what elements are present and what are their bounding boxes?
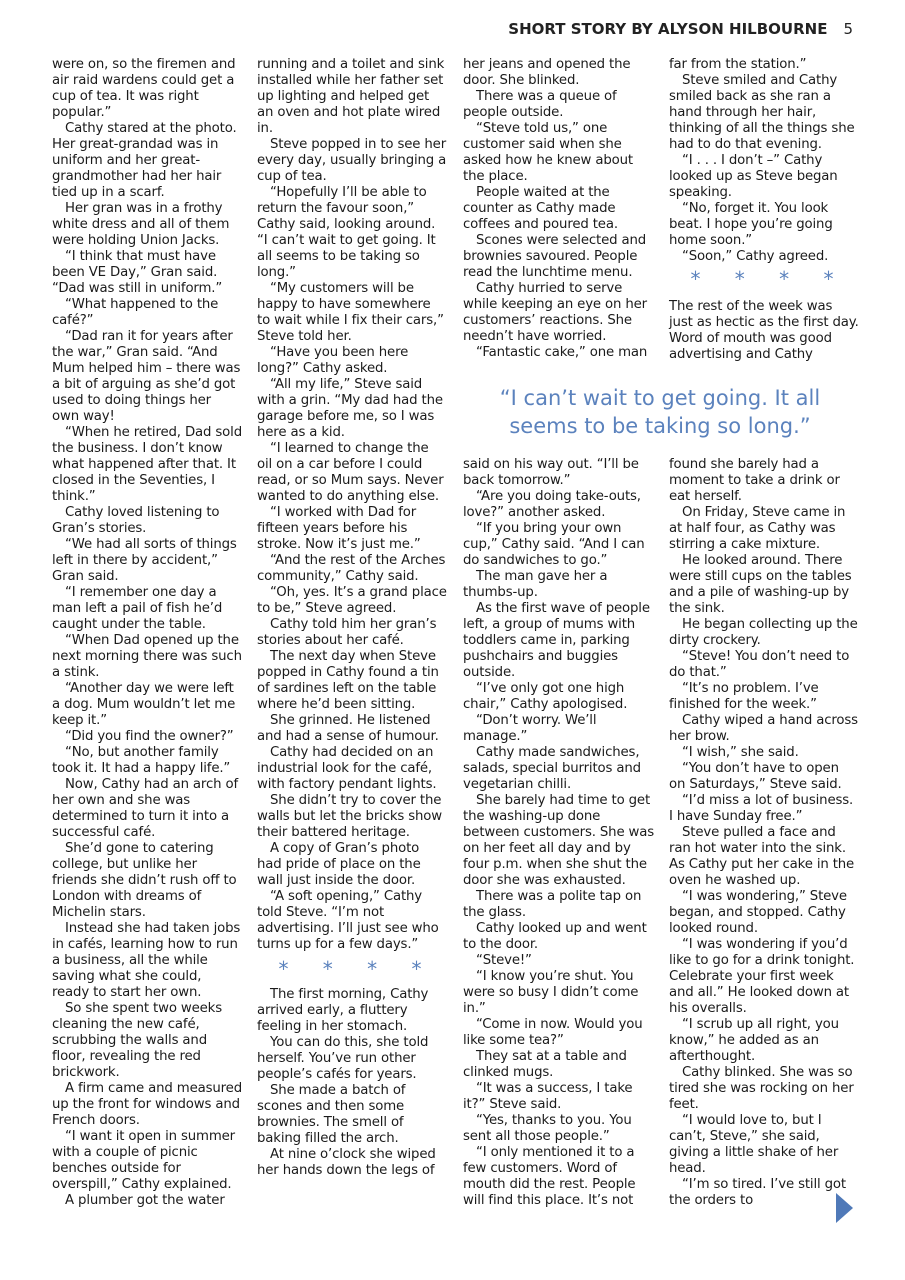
paragraph: “Don’t worry. We’ll manage.” <box>463 713 597 744</box>
paragraph: “If you bring your own cup,” Cathy said. “And I can do sandwiches to go.” <box>463 521 645 568</box>
section-break-stars: * * * * <box>278 957 436 981</box>
next-page-arrow-icon[interactable] <box>836 1193 853 1223</box>
paragraph: “I think that must have been VE Day,” Gran said. “Dad was still in uniform.” <box>52 249 223 296</box>
column-3-top <box>463 57 655 361</box>
paragraph: They sat at a table and clinked mugs. <box>463 1049 627 1080</box>
column-3-bottom <box>463 457 655 1209</box>
paragraph: Now, Cathy had an arch of her own and she was determined to turn it into a successful café. <box>52 777 238 840</box>
paragraph: Cathy hurried to serve while keeping an eye on her customers’ reactions. She needn’t have worried. <box>463 281 647 344</box>
paragraph: Cathy looked up and went to the door. <box>463 921 647 952</box>
paragraph: Scones were selected and brownies savoured. People read the lunchtime menu. <box>463 233 647 280</box>
paragraph: The man gave her a thumbs-up. <box>463 569 608 600</box>
paragraph: Cathy wiped a hand across her brow. <box>669 713 858 744</box>
paragraph: “Steve! You don’t need to do that.” <box>669 649 850 680</box>
paragraph: “I know you’re shut. You were so busy I didn’t come in.” <box>463 969 639 1016</box>
paragraph: Cathy blinked. She was so tired she was rocking on her feet. <box>669 1065 854 1112</box>
paragraph: “A soft opening,” Cathy told Steve. “I’m not advertising. I’ll just see who turns up for a few days.” <box>257 889 439 952</box>
paragraph: far from the station.” <box>669 57 807 72</box>
paragraph: “I’d miss a lot of business. I have Sunday free.” <box>669 793 854 824</box>
paragraph: Cathy stared at the photo. Her great-grandad was in uniform and her great-grandmother had her hair tied up in a scarf. <box>52 121 237 200</box>
paragraph: The next day when Steve popped in Cathy found a tin of sardines left on the table where he’d been sitting. <box>257 649 439 712</box>
paragraph: running and a toilet and sink installed while her father set up lighting and helped get an oven and hot plate wired in. <box>257 57 445 136</box>
paragraph: Instead she had taken jobs in cafés, learning how to run a business, all the while saving what she could, ready to start her own. <box>52 921 241 1000</box>
paragraph: “It was a success, I take it?” Steve said. <box>463 1081 633 1112</box>
paragraph: “I was wondering if you’d like to go for a drink tonight. Celebrate your first week and all.” He looked down at his overalls. <box>669 937 855 1016</box>
page-header <box>0 20 853 38</box>
paragraph: “Come in now. Would you like some tea?” <box>463 1017 643 1048</box>
paragraph: He began collecting up the dirty crockery. <box>669 617 858 648</box>
paragraph: “Dad ran it for years after the war,” Gran said. “And Mum helped him – there was a bit of arguing as she’d got used to doing things her own way! <box>52 329 241 424</box>
paragraph: “It’s no problem. I’ve finished for the week.” <box>669 681 819 712</box>
paragraph: “Have you been here long?” Cathy asked. <box>257 345 409 376</box>
paragraph: A firm came and measured up the front for windows and French doors. <box>52 1081 243 1128</box>
paragraph: “Steve!” <box>476 953 532 968</box>
paragraph: “I’ve only got one high chair,” Cathy apologised. <box>463 681 628 712</box>
paragraph: “I would love to, but I can’t, Steve,” she said, giving a little shake of her head. <box>669 1113 839 1176</box>
paragraph: “Soon,” Cathy agreed. <box>682 249 829 264</box>
paragraph: People waited at the counter as Cathy made coffees and poured tea. <box>463 185 618 232</box>
paragraph: “When Dad opened up the next morning there was such a stink. <box>52 633 242 680</box>
paragraph: Cathy loved listening to Gran’s stories. <box>52 505 220 536</box>
paragraph: “No, but another family took it. It had a happy life.” <box>52 745 231 776</box>
pull-quote: “I can’t wait to get going. It all seems to be taking so long.” <box>499 386 821 438</box>
paragraph: were on, so the firemen and air raid wardens could get a cup of tea. It was right popular.” <box>52 57 236 120</box>
paragraph: She didn’t try to cover the walls but let the bricks show their battered heritage. <box>257 793 443 840</box>
paragraph: She made a batch of scones and then some brownies. The smell of baking filled the arch. <box>257 1083 406 1146</box>
paragraph: “My customers will be happy to have somewhere to wait while I fix their cars,” Steve told her. <box>257 281 444 344</box>
paragraph: “I learned to change the oil on a car before I could read, or so Mum says. Never wanted to do anything else. <box>257 441 444 504</box>
paragraph: Steve pulled a face and ran hot water into the sink. As Cathy put her cake in the oven he washed up. <box>669 825 855 888</box>
paragraph: “I want it open in summer with a couple of picnic benches outside for overspill,” Cathy explained. <box>52 1129 235 1192</box>
page-number: 5 <box>843 20 853 38</box>
column-2-part-a <box>257 57 447 953</box>
paragraph: “Did you find the owner?” <box>65 729 234 744</box>
paragraph: “Steve told us,” one customer said when she asked how he knew about the place. <box>463 121 633 184</box>
paragraph: “Are you doing take-outs, love?” another asked. <box>463 489 641 520</box>
column-4-bottom <box>669 457 859 1209</box>
paragraph: “No, forget it. You look beat. I hope you’re going home soon.” <box>669 201 833 248</box>
paragraph: Cathy made sandwiches, salads, special burritos and vegetarian chilli. <box>463 745 641 792</box>
paragraph: The first morning, Cathy arrived early, a fluttery feeling in her stomach. <box>257 987 429 1034</box>
paragraph: The rest of the week was just as hectic as the first day. Word of mouth was good advertising and Cathy <box>669 299 859 362</box>
column-4-part-a <box>669 57 859 265</box>
section-break-stars-2: * * * * <box>690 267 848 291</box>
paragraph: “I scrub up all right, you know,” he added as an afterthought. <box>669 1017 839 1064</box>
paragraph: “What happened to the café?” <box>52 297 219 328</box>
paragraph: On Friday, Steve came in at half four, as Cathy was stirring a cake mixture. <box>669 505 846 552</box>
paragraph: “When he retired, Dad sold the business. I don’t know what happened after that. It closed in the Seventies, I think.” <box>52 425 242 504</box>
column-2-part-b <box>257 987 447 1179</box>
paragraph: She grinned. He listened and had a sense of humour. <box>257 713 439 744</box>
column-4-part-b <box>669 299 859 363</box>
paragraph: “I only mentioned it to a few customers. Word of mouth did the rest. People will find this place. It’s not <box>463 1145 636 1208</box>
column-2 <box>257 57 447 1179</box>
paragraph: Her gran was in a frothy white dress and all of them were holding Union Jacks. <box>52 201 230 248</box>
column-1 <box>52 57 242 1209</box>
paragraph: “Yes, thanks to you. You sent all those people.” <box>463 1113 632 1144</box>
paragraph: She barely had time to get the washing-up done between customers. She was on her feet all day and by four p.m. when she shut the door she was exhausted. <box>463 793 655 888</box>
paragraph: “I was wondering,” Steve began, and stopped. Cathy looked round. <box>669 889 847 936</box>
paragraph: “I worked with Dad for fifteen years before his stroke. Now it’s just me.” <box>257 505 421 552</box>
paragraph: “Hopefully I’ll be able to return the favour soon,” Cathy said, looking around. “I can’t wait to get going. It all seems to be taking so long.” <box>257 185 436 280</box>
paragraph: There was a polite tap on the glass. <box>463 889 642 920</box>
paragraph: “I remember one day a man left a pail of fish he’d caught under the table. <box>52 585 223 632</box>
paragraph: At nine o’clock she wiped her hands down the legs of <box>257 1147 436 1178</box>
paragraph: “All my life,” Steve said with a grin. “My dad had the garage before me, so I was here as a kid. <box>257 377 443 440</box>
paragraph: A copy of Gran’s photo had pride of place on the wall just inside the door. <box>257 841 421 888</box>
paragraph: As the first wave of people left, a group of mums with toddlers came in, parking pushchairs and buggies outside. <box>463 601 650 680</box>
paragraph: Cathy told him her gran’s stories about her café. <box>257 617 437 648</box>
paragraph: So she spent two weeks cleaning the new café, scrubbing the walls and floor, revealing the red brickwork. <box>52 1001 222 1080</box>
paragraph: “I . . . I don’t –” Cathy looked up as Steve began speaking. <box>669 153 838 200</box>
column-4-top <box>669 57 859 363</box>
paragraph: found she barely had a moment to take a drink or eat herself. <box>669 457 840 504</box>
paragraph: He looked around. There were still cups on the tables and a pile of washing-up by the sink. <box>669 553 852 616</box>
paragraph: “Fantastic cake,” one man <box>476 345 648 360</box>
paragraph: said on his way out. “I’ll be back tomorrow.” <box>463 457 639 488</box>
paragraph: her jeans and opened the door. She blinked. <box>463 57 631 88</box>
paragraph: Cathy had decided on an industrial look for the café, with factory pendant lights. <box>257 745 437 792</box>
paragraph: Steve popped in to see her every day, usually bringing a cup of tea. <box>257 137 447 184</box>
paragraph: There was a queue of people outside. <box>463 89 617 120</box>
paragraph: “I’m so tired. I’ve still got the orders to <box>669 1177 846 1208</box>
paragraph: “We had all sorts of things left in there by accident,” Gran said. <box>52 537 237 584</box>
paragraph: “Another day we were left a dog. Mum wouldn’t let me keep it.” <box>52 681 236 728</box>
paragraph: “Oh, yes. It’s a grand place to be,” Steve agreed. <box>257 585 447 616</box>
paragraph: “You don’t have to open on Saturdays,” Steve said. <box>669 761 842 792</box>
paragraph: Steve smiled and Cathy smiled back as she ran a hand through her hair, thinking of all the things she had to do that evening. <box>669 73 855 152</box>
paragraph: You can do this, she told herself. You’ve run other people’s cafés for years. <box>257 1035 429 1082</box>
paragraph: A plumber got the water <box>65 1193 225 1208</box>
paragraph: “And the rest of the Arches community,” Cathy said. <box>257 553 446 584</box>
paragraph: “I wish,” she said. <box>682 745 799 760</box>
story-title: SHORT STORY BY ALYSON HILBOURNE <box>508 20 828 38</box>
paragraph: She’d gone to catering college, but unlike her friends she didn’t rush off to London with dreams of Michelin stars. <box>52 841 237 920</box>
